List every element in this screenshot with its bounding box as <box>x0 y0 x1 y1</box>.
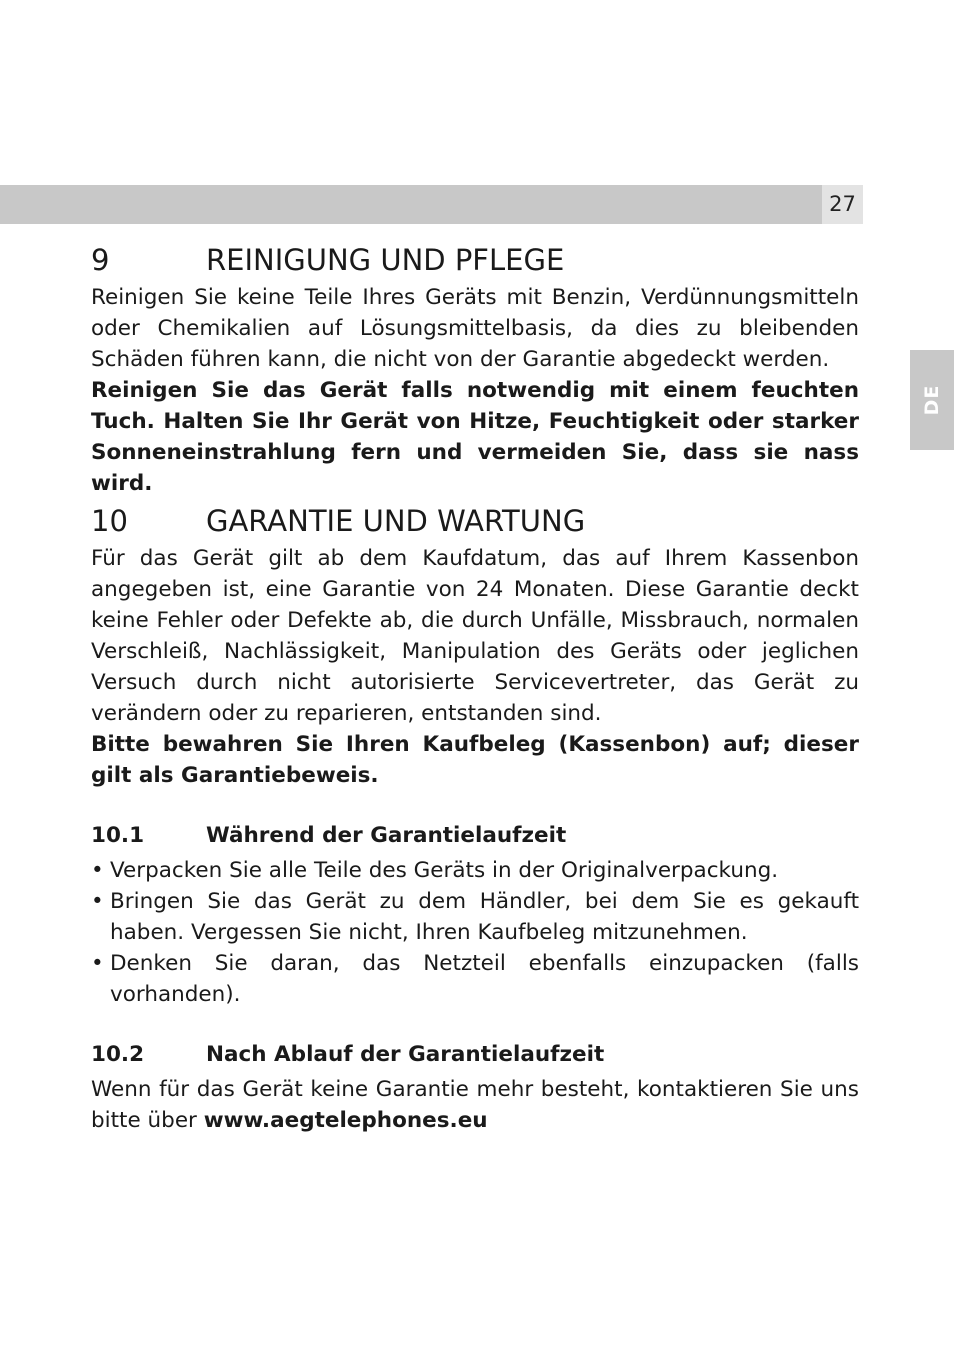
section-9-paragraph-2: Reinigen Sie das Gerät falls notwendig mit einem feuchten Tuch. Halten Sie Ihr Gerät von Hitze, Feuchtigkeit oder starker Sonneneinstrahlung fern und vermeiden Sie, dass sie nass wird. <box>91 378 859 496</box>
language-tab-label: DE <box>921 384 943 416</box>
section-9-paragraph-1: Reinigen Sie keine Teile Ihres Geräts mit Benzin, Verdünnungsmitteln oder Chemikalien auf Lösungsmittelbasis, da dies zu bleibenden Schäden führen kann, die nicht von der Garantie abgedeckt werden. <box>91 285 859 372</box>
section-10-1-heading <box>91 819 859 853</box>
section-9-heading <box>91 238 859 282</box>
section-10-2-heading <box>91 1038 859 1072</box>
section-10-2-title: Nach Ablauf der Garantielaufzeit <box>206 1042 605 1067</box>
section-10-2-number: 10.2 <box>91 1042 145 1067</box>
section-10-paragraph-1: Für das Gerät gilt ab dem Kaufdatum, das auf Ihrem Kassenbon angegeben ist, eine Garantie von 24 Monaten. Diese Garantie deckt keine Fehler oder Defekte ab, die durch Unfälle, Missbrauch, normalen Verschleiß, Nachlässigkeit, Manipulation des Geräts oder jeglichen Versuch durch nicht autorisierte Servicevertreter, das Gerät zu verändern oder zu reparieren, entstanden sind. <box>91 546 859 726</box>
section-10-2-text: Wenn für das Gerät keine Garantie mehr besteht, kontaktieren Sie uns bitte über <box>91 1077 859 1133</box>
language-tab <box>910 350 954 450</box>
section-9-title: REINIGUNG UND PFLEGE <box>206 243 565 277</box>
section-10-1-number: 10.1 <box>91 823 145 848</box>
section-10-title: GARANTIE UND WARTUNG <box>206 504 586 538</box>
header-bar <box>0 185 822 224</box>
section-10-1-title: Während der Garantielaufzeit <box>206 823 567 848</box>
list-item: • Bringen Sie das Gerät zu dem Händler, bei dem Sie es gekauft haben. Vergessen Sie nicht, Ihren Kaufbeleg mitzunehmen. <box>91 886 859 948</box>
section-10-number: 10 <box>91 504 128 538</box>
section-10-1-list <box>91 855 859 1010</box>
website-link[interactable]: www.aegtelephones.eu <box>203 1108 488 1133</box>
page-content <box>91 238 859 1136</box>
section-10-paragraph-2: Bitte bewahren Sie Ihren Kaufbeleg (Kassenbon) auf; dieser gilt als Garantiebeweis. <box>91 732 859 788</box>
page-number: 27 <box>822 185 863 224</box>
list-item: • Denken Sie daran, das Netzteil ebenfalls einzupacken (falls vorhanden). <box>91 948 859 1010</box>
list-item: • Verpacken Sie alle Teile des Geräts in der Originalverpackung. <box>91 855 859 886</box>
section-9-number: 9 <box>91 243 110 277</box>
section-10-2-paragraph <box>91 1074 859 1136</box>
section-10-heading <box>91 499 859 543</box>
